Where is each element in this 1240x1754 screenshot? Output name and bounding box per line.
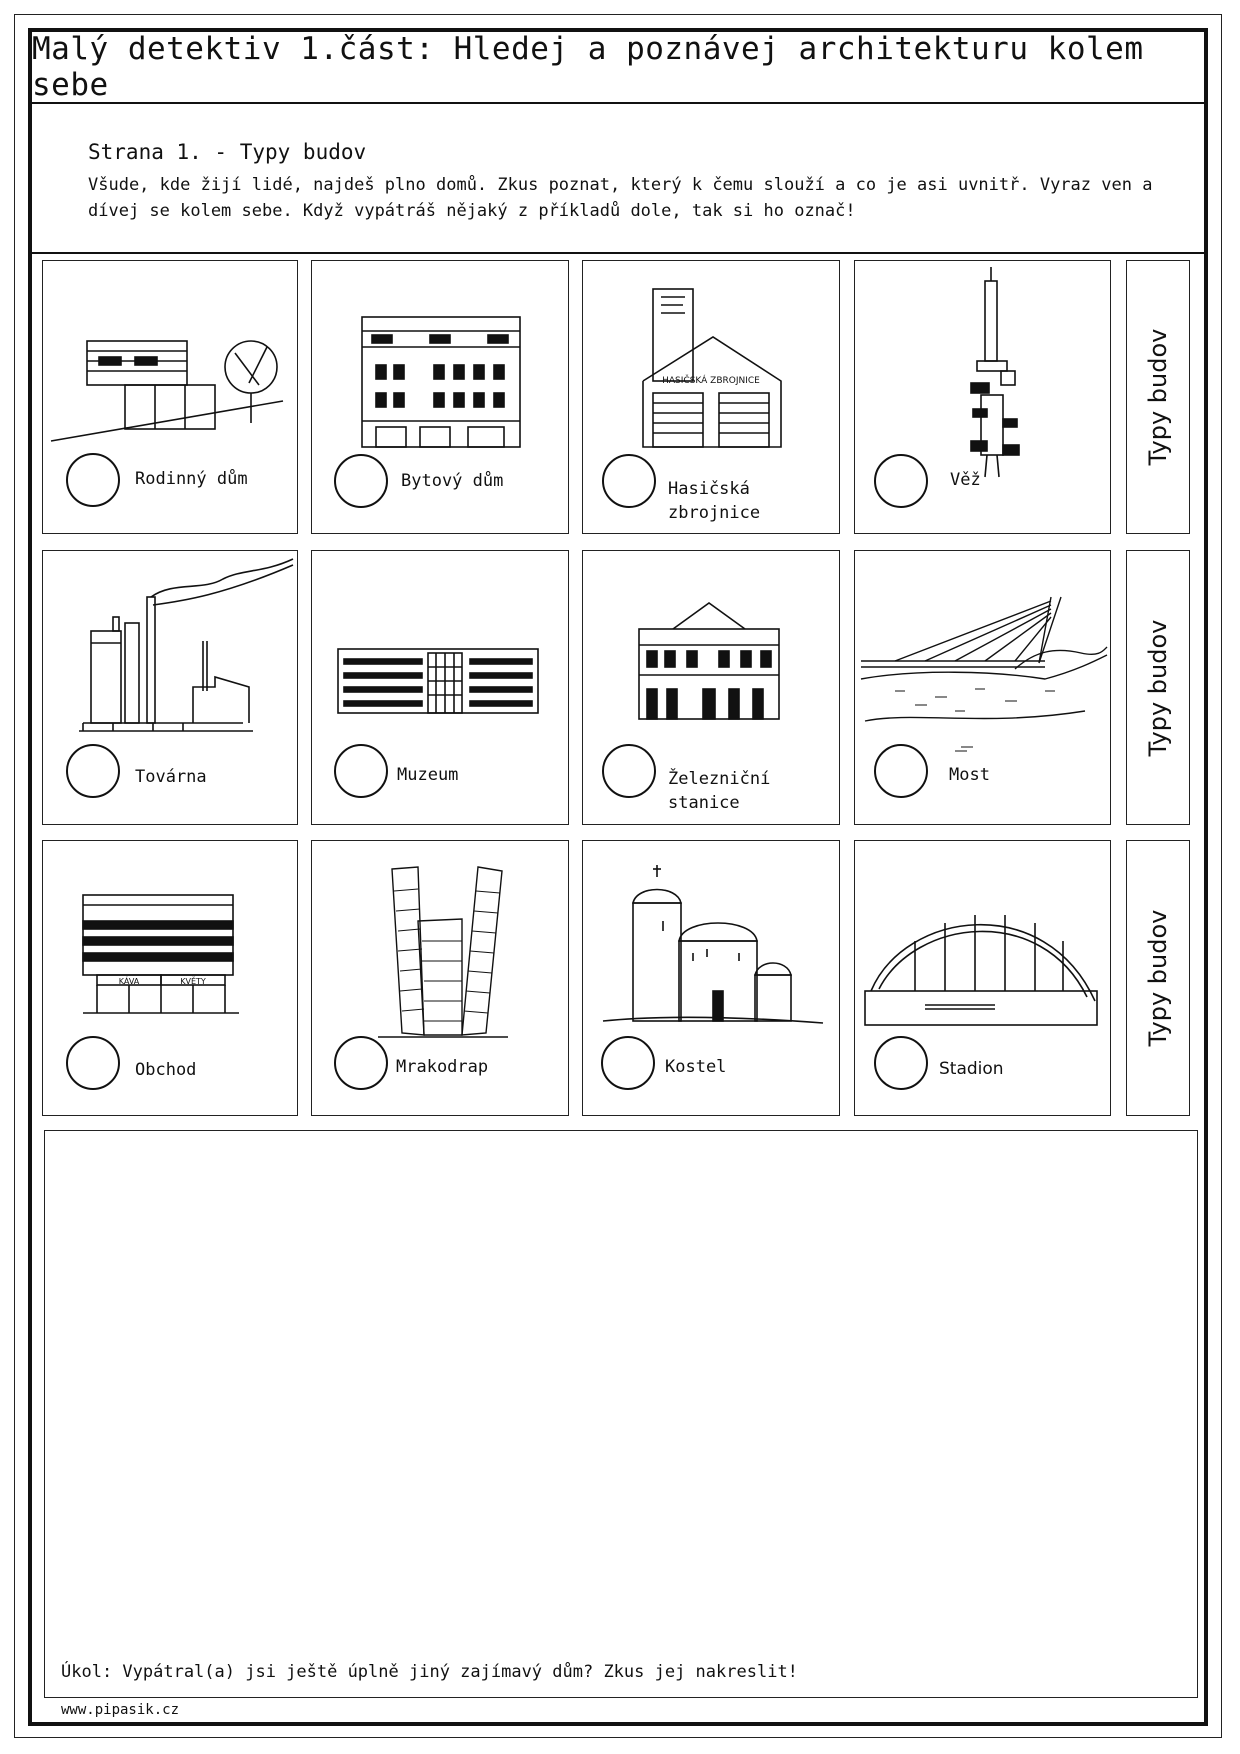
fire-station-sign: HASIČSKÁ ZBROJNICE — [662, 376, 760, 386]
card-apartment-building — [311, 260, 569, 534]
side-label-text: Typy budov — [1144, 909, 1172, 1047]
card-railway-station — [582, 550, 840, 825]
page-title: Malý detektiv 1.část: Hledej a poznávej architekturu kolem sebe — [32, 32, 1204, 104]
building-label: Věž — [950, 470, 981, 490]
intro-section — [32, 104, 1204, 254]
drawing-area[interactable] — [44, 1130, 1198, 1698]
checkbox-circle[interactable] — [334, 454, 388, 508]
building-label: Obchod — [135, 1060, 197, 1080]
building-label: Bytový dům — [401, 471, 504, 491]
building-label: Most — [949, 765, 990, 785]
building-label: Kostel — [665, 1057, 727, 1077]
checkbox-circle[interactable] — [602, 744, 656, 798]
side-label-text: Typy budov — [1144, 619, 1172, 756]
building-label: Muzeum — [397, 765, 459, 785]
checkbox-circle[interactable] — [66, 744, 120, 798]
card-family-house — [42, 260, 298, 534]
side-label-row-2 — [1126, 550, 1190, 825]
task-text: Úkol: Vypátral(a) jsi ještě úplně jiný zajímavý dům? Zkus jej nakreslit! — [61, 1662, 798, 1682]
building-label: Rodinný dům — [135, 469, 248, 489]
checkbox-circle[interactable] — [66, 1036, 120, 1090]
side-label-text: Typy budov — [1144, 328, 1172, 466]
intro-heading: Strana 1. - Typy budov — [88, 140, 367, 164]
card-stadium — [854, 840, 1111, 1116]
side-label-row-3 — [1126, 840, 1190, 1116]
building-label: Železniční stanice — [668, 769, 771, 813]
shop-sign-flowers: KVĚTY — [180, 977, 206, 986]
card-tower — [854, 260, 1111, 534]
side-label-row-1 — [1126, 260, 1190, 534]
card-fire-station — [582, 260, 840, 534]
building-label: Továrna — [135, 767, 207, 787]
card-shop — [42, 840, 298, 1116]
shop-sign-coffee: KÁVA — [118, 977, 140, 986]
building-label: Mrakodrap — [396, 1057, 489, 1077]
footer-url: www.pipasik.cz — [61, 1702, 180, 1718]
checkbox-circle[interactable] — [66, 453, 120, 507]
building-label: Hasičská zbrojnice — [668, 479, 761, 523]
intro-text: Všude, kde žijí lidé, najdeš plno domů. Zkus poznat, který k čemu slouží a co je asi uvnitř. Vyraz ven a dívej se kolem sebe. Když vypátráš nějaký z příkladů dole, tak si ho označ! — [88, 175, 1153, 221]
checkbox-circle[interactable] — [874, 1036, 928, 1090]
checkbox-circle[interactable] — [874, 454, 928, 508]
checkbox-circle[interactable] — [334, 744, 388, 798]
card-museum — [311, 550, 569, 825]
building-label: Stadion — [939, 1059, 1004, 1079]
card-skyscraper — [311, 840, 569, 1116]
checkbox-circle[interactable] — [334, 1036, 388, 1090]
card-factory — [42, 550, 298, 825]
card-bridge — [854, 550, 1111, 825]
checkbox-circle[interactable] — [874, 744, 928, 798]
checkbox-circle[interactable] — [601, 1036, 655, 1090]
checkbox-circle[interactable] — [602, 454, 656, 508]
card-church — [582, 840, 840, 1116]
